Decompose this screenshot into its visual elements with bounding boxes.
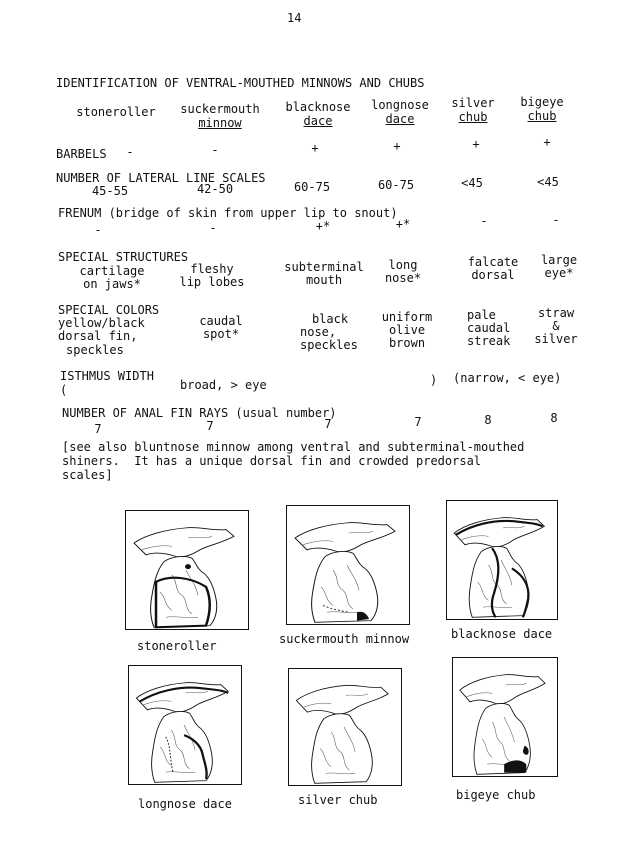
colors-value: nose, (300, 325, 337, 339)
longnose-dace-range-map (128, 665, 242, 785)
colors-value: dorsal fin, (58, 329, 138, 343)
colors-value: speckles (66, 343, 124, 357)
colors-value: caudal (467, 321, 511, 335)
lateral-value: <45 (537, 175, 559, 189)
colors-value: uniform (381, 310, 433, 324)
header-blacknose-1: blacknose (285, 100, 351, 114)
page-number: 14 (287, 11, 302, 25)
map-caption: bigeye chub (456, 788, 536, 802)
structures-value: mouth (305, 273, 343, 287)
barbels-value: + (472, 137, 480, 151)
structures-value: eye* (544, 266, 574, 280)
colors-value: brown (388, 336, 426, 350)
colors-value: streak (467, 334, 511, 348)
frenum-label: FRENUM (bridge of skin from upper lip to snout) (58, 206, 398, 220)
lateral-value: 45-55 (91, 184, 129, 198)
lateral-value: 42-50 (196, 182, 234, 196)
structures-value: lip lobes (179, 275, 245, 289)
map-caption: suckermouth minnow (279, 632, 410, 646)
colors-value: spot* (202, 327, 240, 341)
lateral-value: <45 (461, 176, 483, 190)
colors-value: black (311, 312, 349, 326)
lateral-value: 60-75 (377, 178, 415, 192)
barbels-value: - (211, 143, 219, 157)
colors-value: olive (388, 323, 426, 337)
isthmus-broad: broad, > eye (180, 378, 267, 392)
anal-value: 8 (484, 413, 492, 427)
structures-value: dorsal (471, 268, 515, 282)
structures-value: long (388, 258, 418, 272)
colors-value: & (552, 319, 560, 333)
header-suckermouth-1: suckermouth (180, 102, 260, 116)
structures-value: fleshy (190, 262, 234, 276)
isthmus-close-paren: ) (430, 373, 438, 387)
colors-value: pale (467, 308, 496, 322)
lateral-label: NUMBER OF LATERAL LINE SCALES (56, 171, 266, 185)
structures-value: large (540, 253, 578, 267)
barbels-value: + (393, 139, 401, 153)
header-stoneroller: stoneroller (76, 105, 156, 119)
bigeye-chub-range-map (452, 657, 558, 777)
header-longnose-1: longnose (371, 98, 429, 112)
anal-value: 7 (94, 422, 102, 436)
header-longnose-2: dace (385, 112, 415, 126)
colors-value: yellow/black (58, 316, 145, 330)
anal-label: NUMBER OF ANAL FIN RAYS (usual number) (62, 406, 337, 420)
note-line: scales] (62, 468, 113, 482)
frenum-value: +* (395, 217, 411, 231)
frenum-value: +* (315, 219, 331, 233)
anal-value: 8 (550, 411, 558, 425)
anal-value: 7 (324, 417, 332, 431)
header-bigeye-1: bigeye (520, 95, 564, 109)
header-bigeye-2: chub (527, 109, 557, 123)
structures-value: subterminal (284, 260, 364, 274)
structures-value: on jaws* (83, 277, 141, 291)
note-line: [see also bluntnose minnow among ventral and subterminal-mouthed (62, 440, 525, 454)
barbels-label: BARBELS (56, 147, 107, 161)
isthmus-narrow: (narrow, < eye) (453, 371, 562, 385)
lateral-value: 60-75 (293, 180, 331, 194)
silver-chub-range-map (288, 668, 402, 786)
structures-value: falcate (467, 255, 519, 269)
colors-value: straw (537, 306, 575, 320)
structures-label: SPECIAL STRUCTURES (58, 250, 189, 264)
barbels-value: + (311, 141, 319, 155)
suckermouth-minnow-range-map (286, 505, 410, 625)
structures-value: nose* (384, 271, 422, 285)
isthmus-open-paren: ( (60, 383, 68, 397)
map-caption: stoneroller (137, 639, 217, 653)
page-title: IDENTIFICATION OF VENTRAL-MOUTHED MINNOWS AND CHUBS (56, 76, 425, 90)
header-silver-1: silver (451, 96, 495, 110)
colors-value: caudal (199, 314, 243, 328)
colors-label: SPECIAL COLORS (58, 303, 160, 317)
map-caption: longnose dace (138, 797, 232, 811)
header-blacknose-2: dace (303, 114, 333, 128)
frenum-value: - (480, 214, 488, 228)
frenum-value: - (552, 213, 560, 227)
structures-value: cartilage (79, 264, 145, 278)
frenum-value: - (209, 221, 217, 235)
barbels-value: + (543, 135, 551, 149)
note-line: shiners. It has a unique dorsal fin and crowded predorsal (62, 454, 482, 468)
stoneroller-range-map (125, 510, 249, 630)
anal-value: 7 (414, 415, 422, 429)
header-suckermouth-2: minnow (198, 116, 242, 130)
map-caption: blacknose dace (451, 627, 553, 641)
barbels-value: - (126, 145, 134, 159)
header-silver-2: chub (458, 110, 488, 124)
anal-value: 7 (206, 419, 214, 433)
isthmus-label: ISTHMUS WIDTH (60, 369, 154, 383)
blacknose-dace-range-map (446, 500, 558, 620)
map-caption: silver chub (298, 793, 378, 807)
colors-value: speckles (300, 338, 358, 352)
colors-value: silver (534, 332, 578, 346)
frenum-value: - (94, 223, 102, 237)
